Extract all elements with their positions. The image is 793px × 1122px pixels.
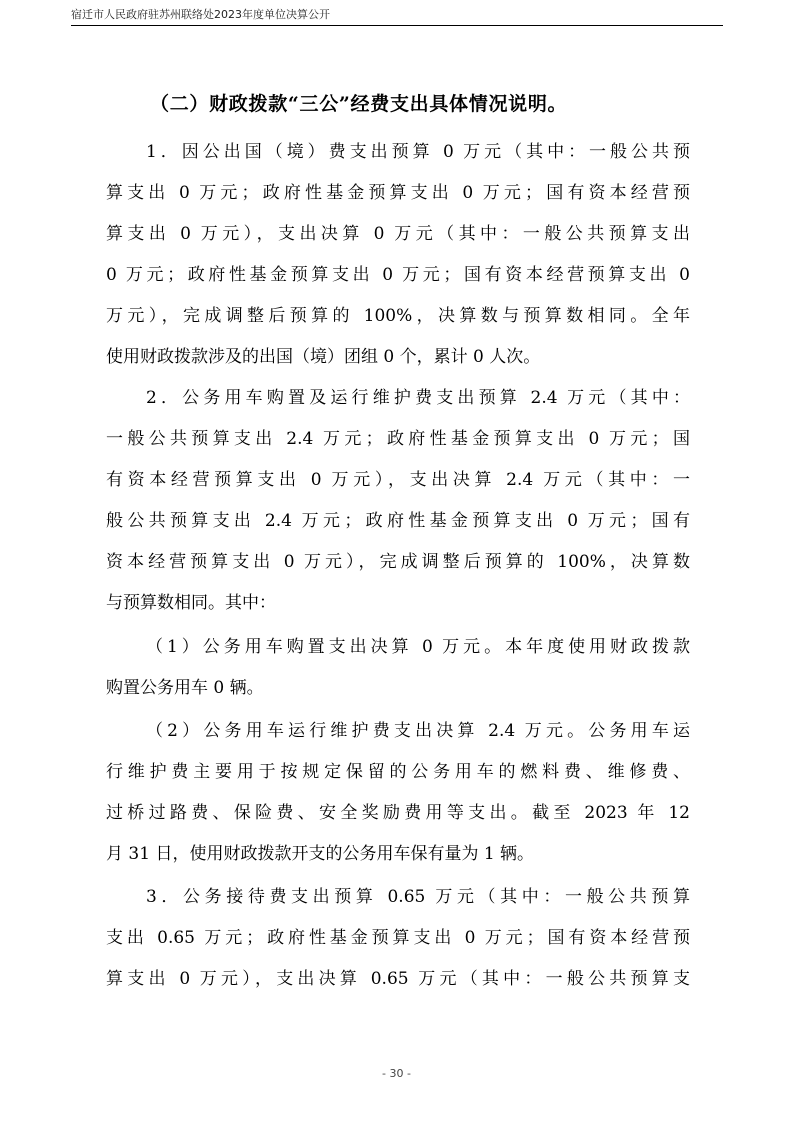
page-number: - 30 -: [382, 1067, 411, 1080]
header-divider: [71, 25, 723, 26]
paragraph-line: 算支出 0 万元），支出决算 0.65 万元（其中：一般公共预算支: [106, 969, 690, 989]
paragraph-line: 行维护费主要用于按规定保留的公务用车的燃料费、维修费、: [106, 762, 690, 782]
paragraph-line: 2．公务用车购置及运行维护费支出预算 2.4 万元（其中：: [146, 388, 690, 408]
paragraph-line: 0 万元；政府性基金预算支出 0 万元；国有资本经营预算支出 0: [106, 265, 690, 285]
paragraph-line: 3．公务接待费支出预算 0.65 万元（其中：一般公共预算: [146, 887, 690, 907]
paragraph-line: 一般公共预算支出 2.4 万元；政府性基金预算支出 0 万元；国: [106, 429, 690, 449]
paragraph-line: 购置公务用车 0 辆。: [106, 678, 264, 698]
paragraph-line: 1．因公出国（境）费支出预算 0 万元（其中：一般公共预: [146, 142, 690, 162]
paragraph-line: 有资本经营预算支出 0 万元），支出决算 2.4 万元（其中：一: [106, 470, 690, 490]
paragraph-line: 般公共预算支出 2.4 万元；政府性基金预算支出 0 万元；国有: [106, 511, 690, 531]
paragraph-line: （2）公务用车运行维护费支出决算 2.4 万元。公务用车运: [146, 721, 690, 741]
section-heading: （二）财政拨款“三公”经费支出具体情况说明。: [150, 93, 568, 115]
paragraph-line: 万元），完成调整后预算的 100%，决算数与预算数相同。全年: [106, 306, 690, 326]
paragraph-line: 使用财政拨款涉及的出国（境）团组 0 个，累计 0 人次。: [106, 347, 541, 367]
paragraph-line: 月 31 日，使用财政拨款开支的公务用车保有量为 1 辆。: [106, 844, 535, 864]
paragraph-line: 算支出 0 万元；政府性基金预算支出 0 万元；国有资本经营预: [106, 183, 690, 203]
running-header: 宿迁市人民政府驻苏州联络处2023年度单位决算公开: [71, 8, 330, 21]
paragraph-line: 过桥过路费、保险费、安全奖励费用等支出。截至 2023 年 12: [106, 803, 690, 823]
paragraph-line: （1）公务用车购置支出决算 0 万元。本年度使用财政拨款: [146, 637, 690, 657]
paragraph-line: 与预算数相同。其中：: [106, 593, 276, 613]
paragraph-line: 支出 0.65 万元；政府性基金预算支出 0 万元；国有资本经营预: [106, 928, 690, 948]
paragraph-line: 资本经营预算支出 0 万元），完成调整后预算的 100%，决算数: [106, 552, 690, 572]
paragraph-line: 算支出 0 万元），支出决算 0 万元（其中：一般公共预算支出: [106, 224, 690, 244]
